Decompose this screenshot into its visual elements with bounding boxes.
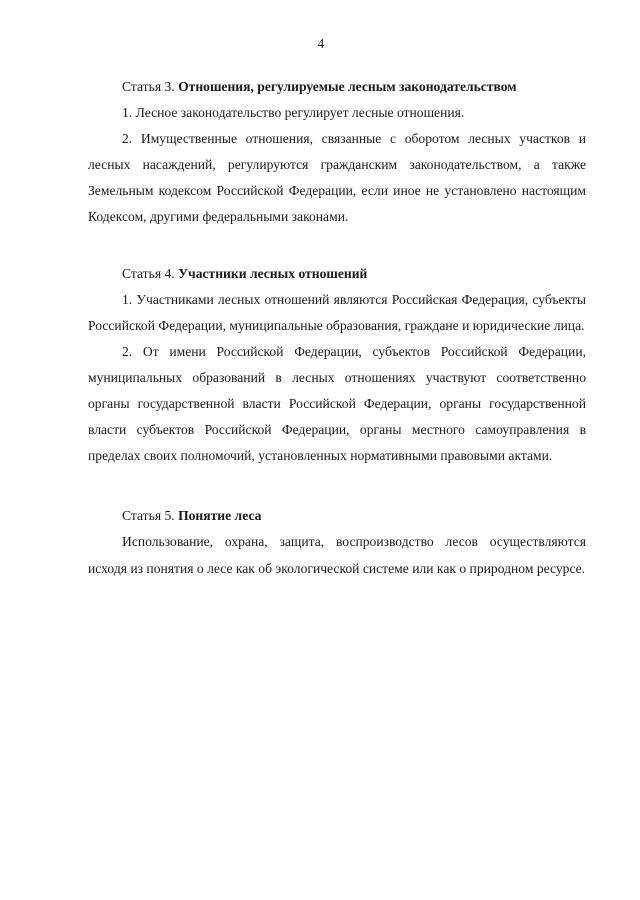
article-5-paragraph-1: Использование, охрана, защита, воспроизводство лесов осуществляются исходя из понятия о лесе как об экологической системе или как о природном ресурсе. <box>88 534 586 576</box>
article-5-heading <box>88 503 586 529</box>
article-4-paragraph-1: 1. Участниками лесных отношений являются Российская Федерация, субъекты Российской Федерации, муниципальные образования, граждане и юридические лица. <box>88 291 586 333</box>
article-5-heading-title: Понятие леса <box>178 508 262 524</box>
section-spacer <box>88 231 586 261</box>
section-spacer <box>88 469 586 503</box>
document-body <box>88 74 586 582</box>
page-number: 4 <box>317 36 325 51</box>
article-3-heading <box>88 74 586 100</box>
article-3-paragraph-1: 1. Лесное законодательство регулирует лесные отношения. <box>122 105 465 121</box>
article-3-paragraph-2: 2. Имущественные отношения, связанные с оборотом лесных участков и лесных насаждений, регулируются гражданским законодательством, а также Земельным кодексом Российской Федерации, если иное не установлено настоящим Кодексом, другими федеральными законами. <box>88 131 586 225</box>
article-4-heading-title: Участники лесных отношений <box>178 265 368 281</box>
article-5-heading-prefix: Статья 5. <box>122 508 179 524</box>
article-4-heading <box>88 261 586 287</box>
article-4-heading-prefix: Статья 4. <box>122 265 179 281</box>
article-3-heading-prefix: Статья 3. <box>122 79 179 94</box>
article-4-paragraph-2: 2. От имени Российской Федерации, субъектов Российской Федерации, муниципальных образований в лесных отношениях участвуют соответственно органы государственной власти Российской Федерации, органы государственной власти субъектов Российской Федерации, органы местного самоуправления в пределах своих полномочий, установленных нормативными правовыми актами. <box>88 343 586 464</box>
article-3-heading-title: Отношения, регулируемые лесным законодательством <box>178 79 517 94</box>
